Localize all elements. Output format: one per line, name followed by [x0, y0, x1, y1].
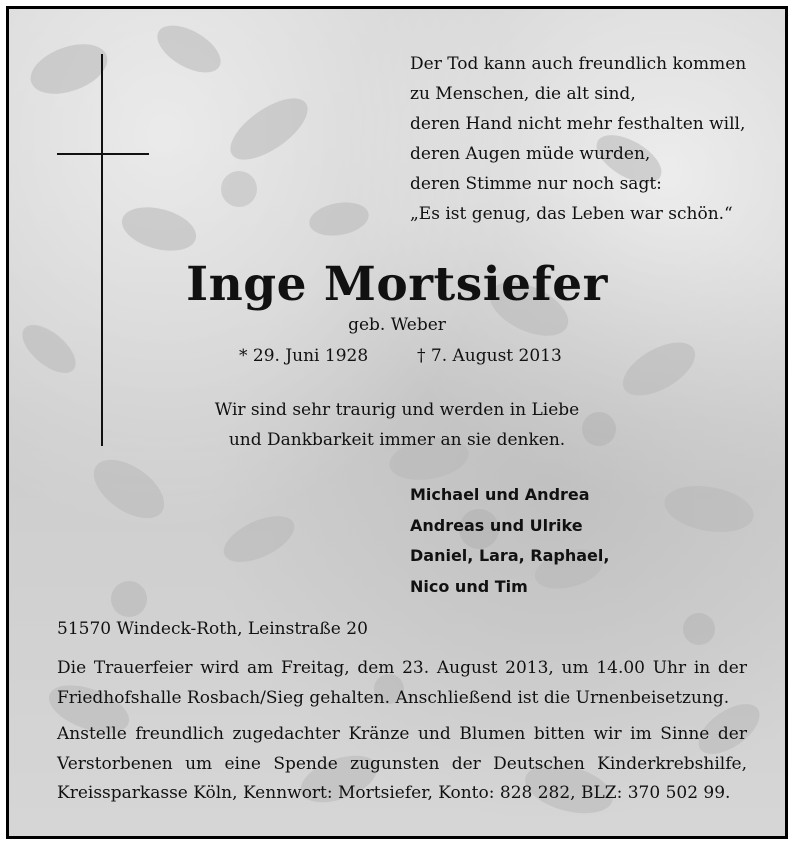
birth-name: geb. Weber — [348, 315, 446, 335]
address: 51570 Windeck-Roth, Leinstraße 20 — [57, 619, 368, 639]
cross-horizontal-bar — [57, 153, 149, 155]
family-member: Michael und Andrea — [410, 485, 590, 504]
poem-line: deren Augen müde wurden, — [410, 144, 651, 164]
mourning-line: und Dankbarkeit immer an sie denken. — [228, 430, 566, 450]
birth-date: * 29. Juni 1928 — [239, 346, 369, 366]
family-list — [410, 480, 609, 602]
poem-line: deren Stimme nur noch sagt: — [410, 174, 662, 194]
family-member: Nico und Tim — [410, 576, 528, 596]
mourning-text — [9, 395, 785, 455]
poem-line: Der Tod kann auch freundlich kommen — [410, 54, 747, 74]
deceased-name: Inge Mortsiefer — [186, 257, 608, 312]
funeral-info: Die Trauerfeier wird am Freitag, dem 23. August 2013, um 14.00 Uhr in der Friedhofshalle Rosbach/Sieg gehalten. Anschließend ist die Urnenbeisetzung. — [57, 658, 747, 708]
donation-info: Anstelle freundlich zugedachter Kränze und Blumen bitten wir im Sinne der Verstorbenen um eine Spende zugunsten der Deutschen Kinderkrebshilfe, Kreissparkasse Köln, Kennwort: Mortsiefer, Konto: 828 282, BLZ: 370 502 99. — [57, 724, 747, 803]
family-member: Daniel, Lara, Raphael, — [410, 546, 610, 565]
cross-vertical-bar — [101, 54, 103, 446]
mourning-line: Wir sind sehr traurig und werden in Liebe — [214, 400, 580, 420]
poem-line: „Es ist genug, das Leben war schön.“ — [410, 204, 733, 224]
poem-line: zu Menschen, die alt sind, — [410, 84, 636, 104]
obituary-frame — [6, 6, 788, 839]
death-date: † 7. August 2013 — [417, 346, 562, 366]
poem-line: deren Hand nicht mehr festhalten will, — [410, 114, 746, 134]
poem-block — [410, 49, 770, 229]
family-member: Andreas und Ulrike — [410, 515, 583, 535]
